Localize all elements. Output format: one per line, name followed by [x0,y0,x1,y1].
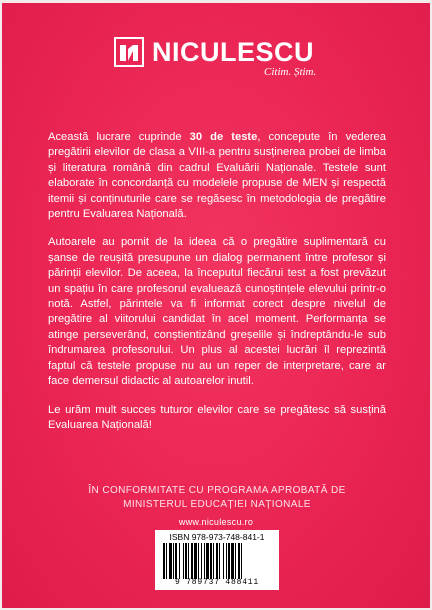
website-url: www.niculescu.ro [178,517,254,527]
conformity-note [42,484,392,512]
niculescu-logo-icon [114,37,144,67]
paragraph-wish: Le urăm mult succes tuturor elevilor care se pregătesc să susțină Evaluarea Națională! [48,403,386,431]
publisher-name: NICULESCU [152,37,315,67]
intro-highlight: 30 de teste [189,131,258,143]
barcode-label [155,530,279,590]
publisher-logo [114,35,374,81]
back-cover [2,3,430,608]
ean-number: 9 789737 488411 [174,578,259,587]
paragraph-intro [48,130,386,222]
publisher-slogan: Citim. Știm. [264,66,317,78]
intro-end: , concepute în vederea pregătirii elevilor de clasa a VIII-a pentru susținerea probei de limba și literatura română din cadrul Evaluării Naționale. Testele sunt elaborate în concordanță cu modelele propuse de MEN și respectă itemii și conținuturile care se regăsesc în metodologia de pregătire pentru Evaluarea Națională. [48,131,386,221]
conformity-line-1: ÎN CONFORMITATE CU PROGRAMA APROBATĂ DE [88,485,346,496]
paragraph-method: Autoarele au pornit de la ideea că o pregătire suplimentară cu șanse de reușită presupune un dialog permanent între profesor și părinții elevilor. De aceea, la începutul fiecărui test a fost prevăzut un spațiu în care profesorul evaluează cunoștințele elevului printr-o notă. Astfel, părintele va fi informat corect despre nivelul de pregătire al viitorului candidat în acel moment. Performanța se atinge perseverând, conștientizând greșelile și îndreptându-le sub îndrumarea profesorului. Un plus al acestei lucrări îl reprezintă faptul că testele propuse nu au un reper de interpretare, care ar face demersul didactic al autoarelor inutil. [48,236,386,388]
conformity-line-2: MINISTERUL EDUCAȚIEI NAȚIONALE [123,499,311,510]
barcode-icon [163,543,271,579]
intro-start: Această lucrare cuprinde [48,131,190,143]
description-text [48,130,386,446]
isbn-number: ISBN 978-973-748-841-1 [169,532,265,542]
